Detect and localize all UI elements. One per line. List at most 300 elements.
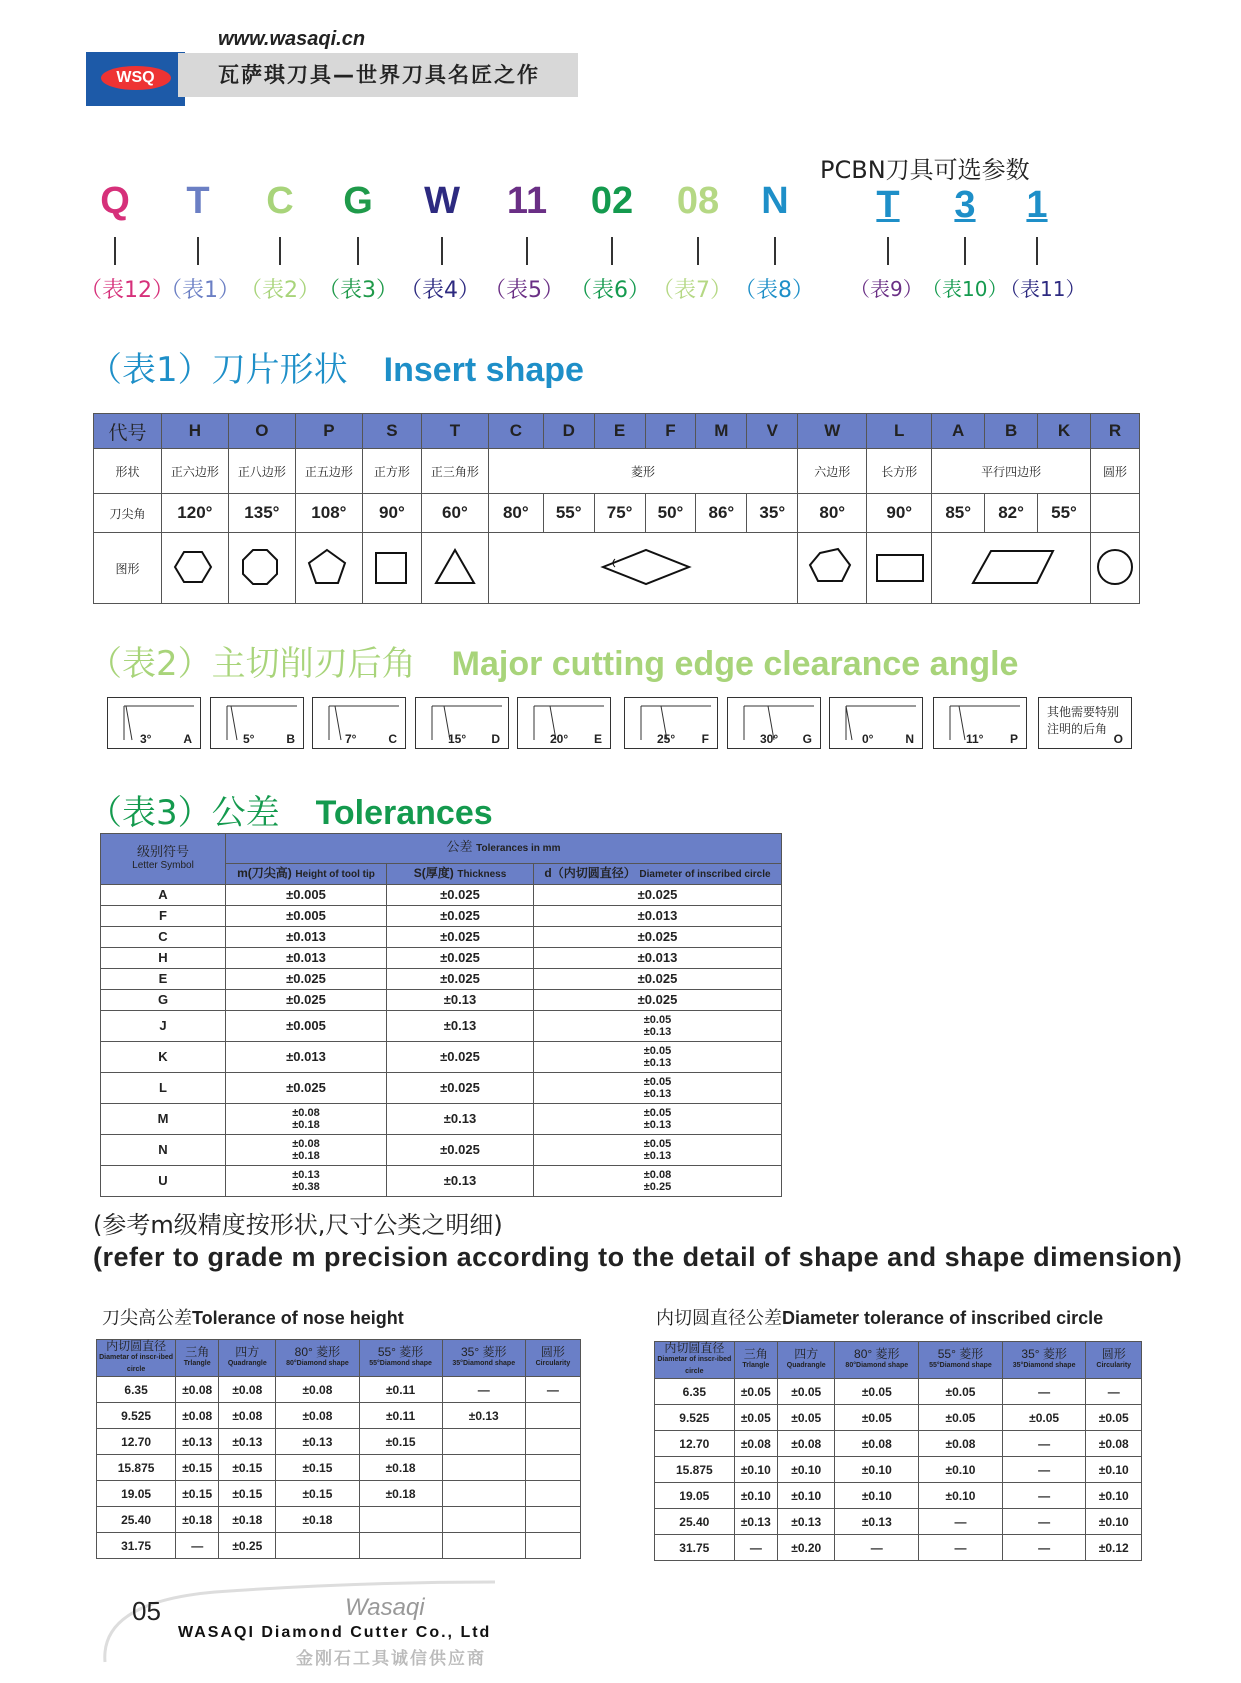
d-header-cn: d（内切圆直径） [544, 865, 636, 880]
column-header [734, 1342, 777, 1379]
rhombus-shape [491, 545, 795, 589]
tolerance-s-value: ±0.025 [440, 950, 480, 965]
table-cell: ±0.25 [219, 1533, 276, 1559]
tolerance-d [534, 948, 782, 969]
table-cell: ±0.15 [276, 1455, 359, 1481]
tolerance-m [226, 885, 387, 906]
table-cell: ±0.05 [835, 1405, 919, 1431]
clearance-angle-letter: E [593, 732, 602, 746]
tolerance-m [226, 1135, 387, 1166]
section3-heading [88, 785, 493, 834]
table-cell: ±0.20 [777, 1535, 834, 1561]
code-tick [1036, 237, 1038, 265]
inscribed-circle-caption [656, 1304, 1103, 1330]
pcbn-label: PCBN刀具可选参数 [820, 156, 1030, 184]
code-tick [526, 237, 528, 265]
letter-symbol: U [101, 1166, 226, 1197]
table-cell: 9.525 [655, 1405, 735, 1431]
brand-logo [86, 52, 185, 106]
nose-height-caption-cn: 刀尖高公差 [102, 1308, 192, 1329]
nose-angle: 120° [161, 494, 228, 533]
nose-height-table [96, 1339, 581, 1559]
code-tick [774, 237, 776, 265]
shape-name: 正八边形 [228, 449, 295, 494]
code-tick [357, 237, 359, 265]
column-header-cn: 三角 [743, 1347, 768, 1361]
table-cell: — [525, 1377, 580, 1403]
code-table-ref: （表6） [570, 278, 650, 303]
shape-figure-cell [798, 533, 867, 604]
table-cell: — [835, 1535, 919, 1561]
code-char: T [876, 184, 900, 226]
code-table-ref: （表4） [400, 278, 480, 303]
clearance-angle-letter: B [286, 732, 295, 746]
column-header-cn: 55° 菱形 [377, 1345, 424, 1359]
nose-angle: 80° [798, 494, 867, 533]
clearance-angle-letter: G [802, 732, 812, 746]
table-cell: ±0.11 [359, 1377, 442, 1403]
table-cell [525, 1429, 580, 1455]
shape-name: 平行四边形 [932, 449, 1091, 494]
hexagon-shape [162, 545, 228, 589]
column-header-en: Diametar of inscr-ibed circle [99, 1354, 174, 1373]
column-header [1086, 1342, 1142, 1379]
nose-angle: 50° [645, 494, 696, 533]
table-cell: — [1002, 1535, 1086, 1561]
tolerance-d-value2: ±0.13 [643, 1057, 672, 1069]
shape-figure-cell [362, 533, 421, 604]
table-cell: ±0.10 [734, 1457, 777, 1483]
letter-symbol: J [101, 1011, 226, 1042]
tolerance-s-value: ±0.13 [443, 992, 477, 1007]
clearance-angle-value: 11° [966, 732, 984, 746]
table-cell [525, 1507, 580, 1533]
column-header-cn: 35° 菱形 [1021, 1347, 1067, 1361]
table-cell: — [1002, 1457, 1086, 1483]
clearance-angle-value: 7° [345, 732, 357, 746]
column-header [835, 1342, 919, 1379]
shape-code: A [932, 414, 985, 449]
tolerance-row [101, 948, 782, 969]
inscribed-caption-en: Diameter tolerance of inscribed circle [782, 1308, 1104, 1328]
tolerance-s-value: ±0.025 [440, 887, 480, 902]
table-cell: ±0.10 [1086, 1483, 1142, 1509]
column-header [219, 1340, 276, 1377]
code-table-ref: （表11） [1000, 277, 1086, 301]
table-cell [525, 1403, 580, 1429]
code-table-ref: （表7） [652, 278, 732, 303]
table-cell: ±0.18 [219, 1507, 276, 1533]
reference-note-en: (refer to grade m precision according to the detail of shape and shape dimension) [93, 1242, 1183, 1272]
tolerance-m [226, 1011, 387, 1042]
clearance-angle-letter: D [491, 732, 500, 746]
tolerance-d [534, 1135, 782, 1166]
clearance-other-box [1038, 697, 1132, 749]
tolerance-d-value: ±0.025 [637, 887, 678, 902]
code-tick [697, 237, 699, 265]
table-cell [276, 1533, 359, 1559]
table-cell: ±0.05 [835, 1379, 919, 1405]
tolerance-row [101, 1011, 782, 1042]
tolerance-row [101, 990, 782, 1011]
shape-code: P [295, 414, 362, 449]
table-cell: — [1002, 1379, 1086, 1405]
table-cell: — [1002, 1483, 1086, 1509]
code-char: G [343, 180, 373, 222]
tolerance-d-value: ±0.08 [643, 1169, 672, 1181]
table-cell [442, 1507, 525, 1533]
tolerance-s-value: ±0.025 [440, 929, 480, 944]
table-cell: — [176, 1533, 219, 1559]
tolerance-d [534, 1011, 782, 1042]
column-header [919, 1342, 1003, 1379]
tolerance-d [534, 885, 782, 906]
column-header-en: Trlangle [742, 1362, 770, 1369]
table-cell: ±0.18 [276, 1507, 359, 1533]
table-row [655, 1405, 1142, 1431]
shape-figure-cell [867, 533, 932, 604]
nose-angle: 85° [932, 494, 985, 533]
nose-angle: 90° [362, 494, 421, 533]
table-cell: ±0.15 [176, 1455, 219, 1481]
table-cell: 25.40 [655, 1509, 735, 1535]
code-table-ref: （表1） [160, 278, 240, 303]
table-cell: ±0.13 [734, 1509, 777, 1535]
tolerance-m [226, 1073, 387, 1104]
table-cell [525, 1533, 580, 1559]
column-header-en: Trlangle [183, 1360, 211, 1367]
table-cell: — [734, 1535, 777, 1561]
tolerance-d-value: ±0.05 [643, 1107, 672, 1119]
table-cell [525, 1455, 580, 1481]
table-cell: 6.35 [655, 1379, 735, 1405]
website-url: www.wasaqi.cn [218, 28, 366, 50]
tolerance-d-value2: ±0.13 [643, 1026, 672, 1038]
column-header-cn: 内切圆直径 [664, 1341, 725, 1355]
tolerance-m-value: ±0.013 [286, 929, 326, 944]
column-header [276, 1340, 359, 1377]
letter-symbol-header [101, 834, 226, 885]
clearance-angle-box [624, 697, 718, 749]
clearance-angle-value: 5° [243, 732, 255, 746]
nose-angle: 75° [594, 494, 645, 533]
column-header-cn: 35° 菱形 [460, 1345, 507, 1359]
shape-code: B [985, 414, 1038, 449]
parallelogram-shape [933, 545, 1089, 589]
table-row [655, 1483, 1142, 1509]
table-row [97, 1403, 581, 1429]
tolerance-s [387, 1073, 534, 1104]
tolerance-d [534, 1166, 782, 1197]
clearance-angle-box [415, 697, 509, 749]
header-slogan: 瓦萨琪刀具—世界刀具名匠之作 [218, 63, 540, 87]
inscribed-circle-table [654, 1341, 1142, 1561]
tolerance-d [534, 906, 782, 927]
header-slogan-bar [178, 53, 578, 97]
tolerance-m-value: ±0.013 [286, 950, 326, 965]
tolerance-s-value: ±0.13 [443, 1018, 477, 1033]
shape-figure-cell [295, 533, 362, 604]
clearance-angle-letter: F [701, 732, 709, 746]
tolerance-m [226, 948, 387, 969]
table-cell: ±0.18 [359, 1455, 442, 1481]
shape-figure-cell [932, 533, 1091, 604]
clearance-angle-value: 15° [448, 732, 467, 746]
code-tick [964, 237, 966, 265]
table-cell: ±0.10 [734, 1483, 777, 1509]
tolerance-d-value2: ±0.13 [643, 1088, 672, 1100]
tolerance-row [101, 906, 782, 927]
tolerance-d-value: ±0.05 [643, 1014, 672, 1026]
table-cell: ±0.13 [777, 1509, 834, 1535]
inscribed-caption-cn: 内切圆直径公差 [656, 1308, 782, 1329]
tolerance-m-value: ±0.025 [286, 1080, 326, 1095]
shape-name: 菱形 [488, 449, 797, 494]
shape-code: O [228, 414, 295, 449]
figure-header: 图形 [94, 533, 162, 604]
column-header-cn: 圆形 [1101, 1347, 1126, 1361]
table-cell: ±0.08 [176, 1403, 219, 1429]
nose-angle: 135° [228, 494, 295, 533]
pentagon-shape [296, 545, 362, 589]
footer-company: WASAQI Diamond Cutter Co., Ltd [178, 1624, 492, 1641]
reference-note-cn: (参考m级精度按形状,尺寸公类之明细) [93, 1211, 503, 1239]
table-row [655, 1431, 1142, 1457]
shape-name: 圆形 [1090, 449, 1139, 494]
column-header-en: 80°Diamond shape [286, 1360, 349, 1367]
table-cell: ±0.15 [219, 1455, 276, 1481]
shape-name: 长方形 [867, 449, 932, 494]
table-cell: 19.05 [655, 1483, 735, 1509]
table-cell: ±0.18 [359, 1481, 442, 1507]
tolerance-m [226, 1042, 387, 1073]
tolerance-header [226, 834, 782, 864]
table-row [655, 1379, 1142, 1405]
table-cell: 6.35 [97, 1377, 176, 1403]
table-cell: ±0.10 [919, 1483, 1003, 1509]
tolerance-table [100, 833, 782, 1197]
tolerance-s [387, 927, 534, 948]
other-line2: 注明的后角 [1047, 722, 1108, 736]
shape-name: 正五边形 [295, 449, 362, 494]
shape-figure-cell [1090, 533, 1139, 604]
clearance-angle-letter: A [183, 732, 192, 746]
table-row [97, 1481, 581, 1507]
table-row [97, 1533, 581, 1559]
table-cell: 12.70 [97, 1429, 176, 1455]
tolerance-d-value: ±0.05 [643, 1045, 672, 1057]
code-char: 1 [1026, 184, 1048, 226]
clearance-angle-letter: C [388, 732, 397, 746]
column-header [525, 1340, 580, 1377]
table-row [655, 1457, 1142, 1483]
table-cell: 31.75 [655, 1535, 735, 1561]
nose-angle: 82° [985, 494, 1038, 533]
nose-angle: 55° [1038, 494, 1091, 533]
tolerance-m [226, 927, 387, 948]
table-cell: ±0.08 [276, 1403, 359, 1429]
table-cell [442, 1429, 525, 1455]
tolerance-d-value: ±0.025 [637, 929, 678, 944]
circle-shape [1091, 545, 1139, 589]
table-cell: 31.75 [97, 1533, 176, 1559]
code-char: 3 [954, 184, 976, 226]
column-header-cn: 四方 [794, 1347, 819, 1361]
code-tick [441, 237, 443, 265]
tolerance-m-value: ±0.025 [286, 992, 326, 1007]
nose-angle: 90° [867, 494, 932, 533]
code-char: C [266, 180, 294, 222]
triangle-shape [422, 545, 488, 589]
tolerance-d-value: ±0.05 [643, 1138, 672, 1150]
table-cell: ±0.10 [777, 1483, 834, 1509]
shape-figure-cell [161, 533, 228, 604]
page-number: 05 [132, 1596, 161, 1626]
tolerance-d-value: ±0.025 [637, 971, 678, 986]
table-cell: ±0.08 [734, 1431, 777, 1457]
table-cell [359, 1507, 442, 1533]
table-cell: — [919, 1509, 1003, 1535]
shape-code: M [696, 414, 747, 449]
angle-header: 刀尖角 [94, 494, 162, 533]
insert-shape-table [93, 413, 1140, 604]
tolerance-s [387, 969, 534, 990]
table-cell [442, 1533, 525, 1559]
table-cell: ±0.05 [919, 1405, 1003, 1431]
table-cell: ±0.05 [777, 1379, 834, 1405]
clearance-angle-box [312, 697, 406, 749]
table-cell: ±0.10 [1086, 1457, 1142, 1483]
table-cell: 19.05 [97, 1481, 176, 1507]
shape-code: D [543, 414, 594, 449]
table-cell: ±0.08 [777, 1431, 834, 1457]
tolerance-m [226, 1166, 387, 1197]
shape-code: S [362, 414, 421, 449]
nose-height-caption [102, 1304, 404, 1330]
clearance-angle-letter: N [905, 732, 914, 746]
table-cell: ±0.08 [276, 1377, 359, 1403]
section1-heading [88, 342, 584, 391]
shape-figure-cell [488, 533, 797, 604]
table-row [97, 1455, 581, 1481]
table-cell [442, 1455, 525, 1481]
clearance-angle-box [517, 697, 611, 749]
table-row [655, 1535, 1142, 1561]
shape-code: C [488, 414, 543, 449]
octagon-shape [229, 545, 295, 589]
table-header-row [655, 1342, 1142, 1379]
tolerance-s [387, 906, 534, 927]
letter-symbol-cn: 级别符号 [136, 844, 189, 859]
table-cell: ±0.15 [176, 1481, 219, 1507]
clearance-angle-letter: P [1009, 732, 1018, 746]
shape-code: V [747, 414, 798, 449]
table-row [97, 1429, 581, 1455]
section2-title-en: Major cutting edge clearance angle [451, 645, 1019, 683]
tolerance-row [101, 969, 782, 990]
tolerance-d-value: ±0.05 [643, 1076, 672, 1088]
s-header-cn: S(厚度) [413, 865, 454, 880]
tolerance-m [226, 990, 387, 1011]
code-table-ref: （表9） [850, 277, 923, 301]
clearance-angle-box [210, 697, 304, 749]
tolerance-d-value: ±0.013 [637, 908, 678, 923]
code-tick [197, 237, 199, 265]
table-row [97, 1507, 581, 1533]
tolerance-row [101, 1042, 782, 1073]
section3-title-en: Tolerances [315, 794, 493, 832]
code-table-ref: （表8） [734, 278, 814, 303]
clearance-angle-value: 30° [760, 732, 779, 746]
tolerance-s [387, 948, 534, 969]
tolerance-cn: 公差 [446, 839, 473, 855]
letter-symbol: M [101, 1104, 226, 1135]
tolerance-m-value2: ±0.18 [292, 1119, 320, 1131]
shape-name: 六边形 [798, 449, 867, 494]
tolerance-d [534, 1104, 782, 1135]
section1-title-en: Insert shape [383, 351, 584, 389]
tolerance-m-value: ±0.025 [286, 971, 326, 986]
tolerance-d-value2: ±0.25 [643, 1181, 672, 1193]
table-row [655, 1509, 1142, 1535]
nose-angle [1090, 494, 1139, 533]
code-table-ref: （表12） [80, 278, 174, 303]
column-header-en: 80°Diamond shape [845, 1362, 909, 1369]
nose-angle: 108° [295, 494, 362, 533]
tolerance-row [101, 1104, 782, 1135]
table-cell: ±0.08 [219, 1403, 276, 1429]
table-cell: ±0.13 [176, 1429, 219, 1455]
column-header [359, 1340, 442, 1377]
table-cell: — [442, 1377, 525, 1403]
table-cell: ±0.05 [919, 1379, 1003, 1405]
column-header-en: Diametar of inscr-ibed circle [657, 1356, 732, 1375]
shape-figure-cell [421, 533, 488, 604]
tolerance-s [387, 1011, 534, 1042]
nose-angle: 55° [543, 494, 594, 533]
column-header-en: 35°Diamond shape [452, 1360, 516, 1367]
shape-code: F [645, 414, 696, 449]
table-cell: ±0.10 [835, 1483, 919, 1509]
s-header [387, 863, 534, 884]
code-char: Q [100, 180, 130, 222]
square-shape [363, 545, 421, 589]
shape-code: L [867, 414, 932, 449]
shape-code: W [798, 414, 867, 449]
m-header-en: Height of tool tip [295, 868, 375, 880]
tolerance-s-value: ±0.13 [443, 1173, 477, 1188]
tolerance-d-value: ±0.013 [637, 950, 678, 965]
code-tick [887, 237, 889, 265]
tolerance-s-value: ±0.025 [440, 1142, 480, 1157]
table-cell: ±0.05 [1086, 1405, 1142, 1431]
table-cell: 25.40 [97, 1507, 176, 1533]
letter-symbol: A [101, 885, 226, 906]
tolerance-m-value2: ±0.18 [292, 1150, 320, 1162]
rectangle-shape [867, 545, 931, 589]
clearance-angle-box [727, 697, 821, 749]
m-header-cn: m(刀尖高) [237, 865, 292, 880]
nose-angle: 60° [421, 494, 488, 533]
letter-symbol: C [101, 927, 226, 948]
tolerance-row [101, 1073, 782, 1104]
table-cell: 15.875 [655, 1457, 735, 1483]
table-cell: ±0.11 [359, 1403, 442, 1429]
table-cell [359, 1533, 442, 1559]
table-cell: ±0.08 [219, 1377, 276, 1403]
shape-code: H [161, 414, 228, 449]
column-header-en: Circularity [1096, 1362, 1132, 1369]
